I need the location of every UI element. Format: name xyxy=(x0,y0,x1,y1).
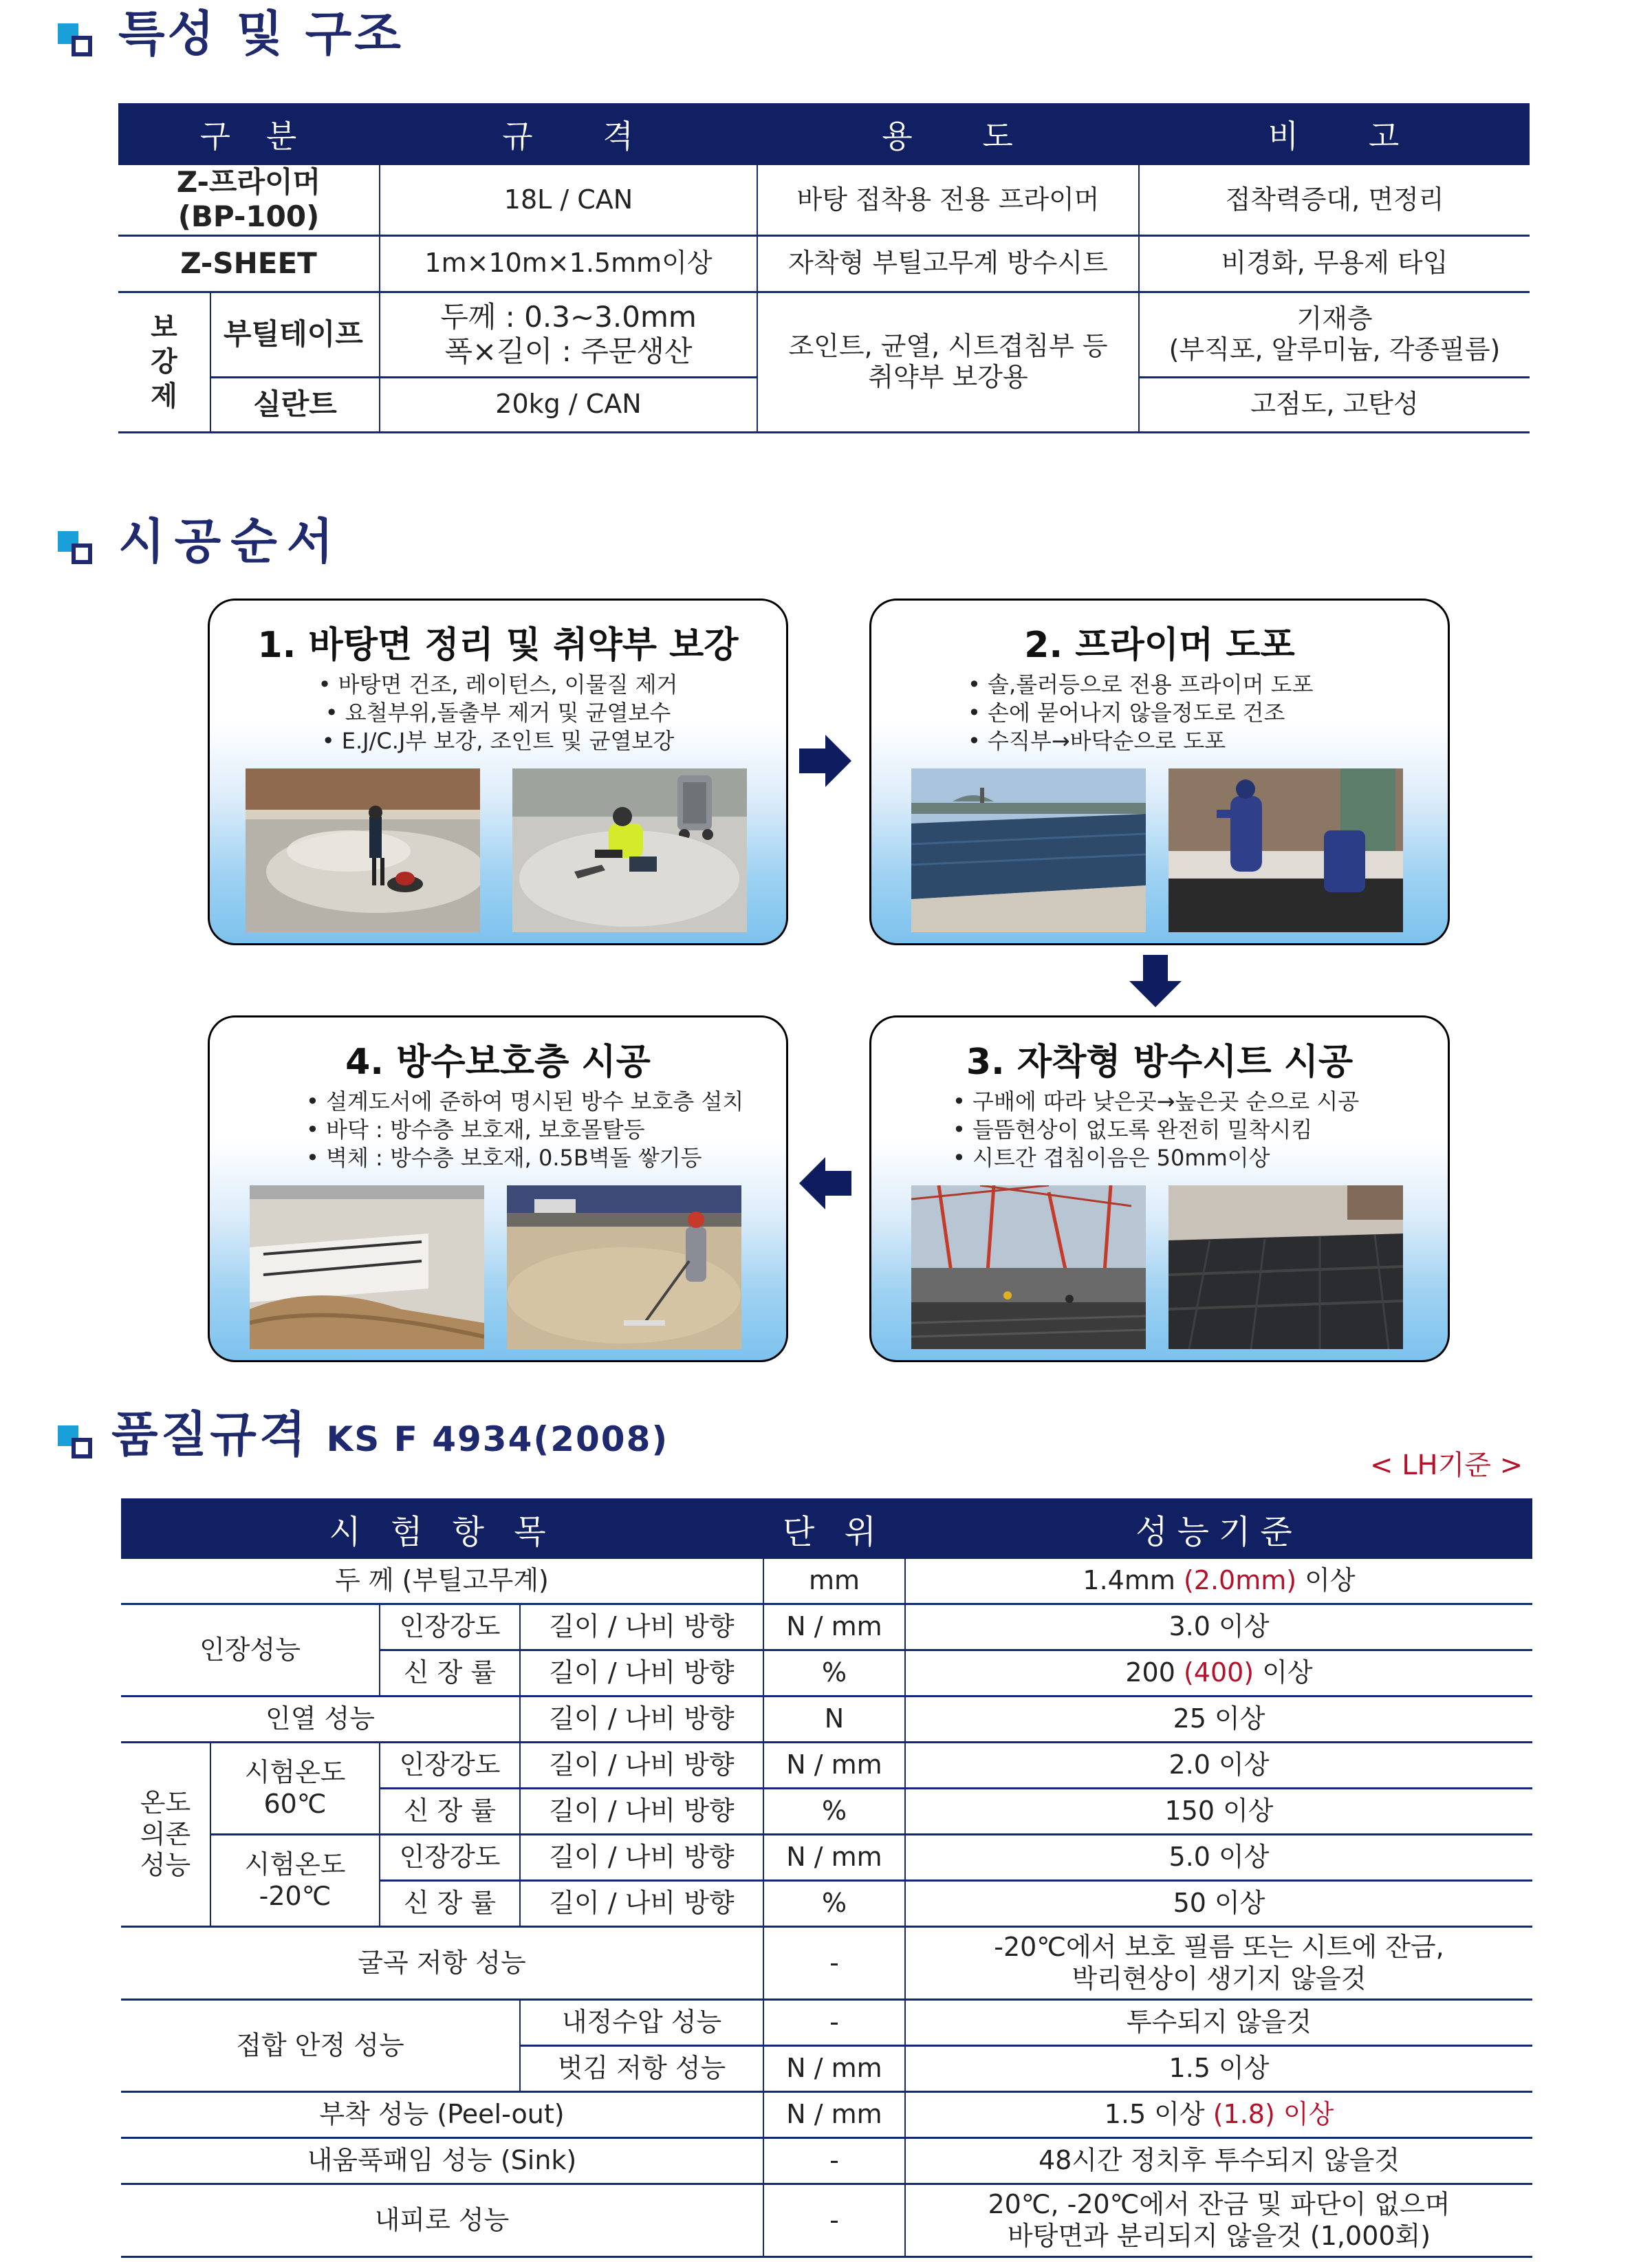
sealant-name: 실란트 xyxy=(210,377,380,432)
sealant-note: 고점도, 고탄성 xyxy=(1139,377,1530,432)
spec-header-use: 용 도 xyxy=(757,103,1139,165)
fatigue-standard: 20℃, -20℃에서 잔금 및 파단이 없으며 바탕면과 분리되지 않을것 (1,000회) xyxy=(905,2184,1532,2257)
unit: - xyxy=(763,2000,905,2046)
tensile-group: 인장성능 xyxy=(121,1604,380,1696)
process-step-2 xyxy=(869,599,1450,945)
thickness-item: 두 께 (부틸고무계) xyxy=(121,1559,763,1604)
joint-peel-label: 벗김 저항 성능 xyxy=(520,2046,763,2092)
thickness-standard: 1.4mm (2.0mm) 이상 xyxy=(905,1559,1532,1604)
unit: N xyxy=(763,1696,905,1743)
photo-protection-floor xyxy=(507,1185,741,1349)
spec-header-category: 구 분 xyxy=(118,103,380,165)
spec-header-spec: 규 격 xyxy=(380,103,757,165)
tear-standard: 25 이상 xyxy=(905,1696,1532,1743)
peel-item: 부착 성능 (Peel-out) xyxy=(121,2092,763,2138)
step-bullet: • 손에 묻어나지 않을정도로 건조 xyxy=(968,699,1448,727)
primer-note: 접착력증대, 면정리 xyxy=(1139,165,1530,235)
tape-spec: 두께 : 0.3~3.0mm 폭×길이 : 주문생산 xyxy=(380,292,757,377)
sheet-spec: 1m×10m×1.5mm이상 xyxy=(380,235,757,292)
photo-sheet-site xyxy=(911,1185,1146,1349)
tensile-strength-standard: 3.0 이상 xyxy=(905,1604,1532,1650)
unit: - xyxy=(763,2138,905,2184)
photo-primer-roof xyxy=(911,768,1146,932)
sink-item: 내움푹패임 성능 (Sink) xyxy=(121,2138,763,2184)
direction: 길이 / 나비 방향 xyxy=(520,1743,763,1789)
temp-minus20-label: 시험온도 -20℃ xyxy=(210,1835,380,1927)
fatigue-item: 내피로 성능 xyxy=(121,2184,763,2257)
arrow-left-icon xyxy=(798,1156,853,1211)
primer-spec: 18L / CAN xyxy=(380,165,757,235)
tensile-strength-label: 인장강도 xyxy=(380,1743,520,1789)
section-title-quality xyxy=(111,1406,669,1463)
step-bullet: • 벽체 : 방수층 보호재, 0.5B벽돌 쌓기등 xyxy=(306,1144,786,1172)
spec-table xyxy=(118,103,1530,433)
step-bullets xyxy=(306,1088,786,1172)
section-bullet-icon xyxy=(58,23,96,56)
step-bullets xyxy=(953,1088,1448,1172)
joint-item: 접합 안정 성능 xyxy=(121,2000,520,2092)
tape-name: 부틸테이프 xyxy=(210,292,380,377)
step-bullet: • 들뜸현상이 없도록 완전히 밀착시킴 xyxy=(953,1116,1448,1144)
step-bullets xyxy=(210,671,786,755)
temp-minus20-elongation-standard: 50 이상 xyxy=(905,1881,1532,1927)
quality-standard: KS F 4934(2008) xyxy=(326,1419,669,1459)
quality-header-standard: 성능기준 xyxy=(905,1498,1532,1559)
bend-standard: -20℃에서 보호 필름 또는 시트에 잔금, 박리현상이 생기지 않을것 xyxy=(905,1927,1532,2000)
tear-item: 인열 성능 xyxy=(121,1696,520,1743)
sink-standard: 48시간 정치후 투수되지 않을것 xyxy=(905,2138,1532,2184)
step-bullet: • 수직부→바닥순으로 도포 xyxy=(968,727,1448,755)
direction: 길이 / 나비 방향 xyxy=(520,1835,763,1881)
sheet-note: 비경화, 무용제 타입 xyxy=(1139,235,1530,292)
thickness-unit: mm xyxy=(763,1559,905,1604)
joint-pressure-standard: 투수되지 않을것 xyxy=(905,2000,1532,2046)
reinforcement-use: 조인트, 균열, 시트겹침부 등 취약부 보강용 xyxy=(757,292,1139,432)
process-step-4 xyxy=(208,1015,788,1362)
step-title: 4. 방수보호층 시공 xyxy=(345,1042,651,1083)
temp-minus20-strength-standard: 5.0 이상 xyxy=(905,1835,1532,1881)
arrow-right-icon xyxy=(798,733,853,788)
direction: 길이 / 나비 방향 xyxy=(520,1604,763,1650)
temp-60-label: 시험온도 60℃ xyxy=(210,1743,380,1835)
direction: 길이 / 나비 방향 xyxy=(520,1696,763,1743)
section-bullet-icon xyxy=(58,1425,96,1458)
spec-header-note: 비 고 xyxy=(1139,103,1530,165)
unit: N / mm xyxy=(763,1835,905,1881)
step-bullet: • 바닥 : 방수층 보호재, 보호몰탈등 xyxy=(306,1116,786,1144)
tensile-strength-label: 인장강도 xyxy=(380,1604,520,1650)
unit: - xyxy=(763,1927,905,2000)
step-bullet: • 바탕면 건조, 레이턴스, 이물질 제거 xyxy=(210,671,786,699)
unit: % xyxy=(763,1650,905,1696)
section-title-spec: 특성 및 구조 xyxy=(118,6,404,62)
section-title-process: 시공순서 xyxy=(118,513,343,570)
photo-crack-repair xyxy=(512,768,747,932)
unit: % xyxy=(763,1789,905,1835)
primer-name: Z-프라이머 (BP-100) xyxy=(118,165,380,235)
reinforcement-label: 보 강 제 xyxy=(118,292,210,432)
step-bullet: • 요철부위,돌출부 제거 및 균열보수 xyxy=(210,699,786,727)
peel-standard: 1.5 이상 (1.8) 이상 xyxy=(905,2092,1532,2138)
sheet-name: Z-SHEET xyxy=(118,235,380,292)
tensile-strength-label: 인장강도 xyxy=(380,1835,520,1881)
tape-note: 기재층 (부직포, 알루미늄, 각종필름) xyxy=(1139,292,1530,377)
step-bullets xyxy=(968,671,1448,755)
photo-surface-grinding xyxy=(246,768,480,932)
elongation-label: 신 장 률 xyxy=(380,1789,520,1835)
primer-use: 바탕 접착용 전용 프라이머 xyxy=(757,165,1139,235)
temp-60-strength-standard: 2.0 이상 xyxy=(905,1743,1532,1789)
unit: N / mm xyxy=(763,2046,905,2092)
unit: N / mm xyxy=(763,2092,905,2138)
quality-header-item: 시 험 항 목 xyxy=(121,1498,763,1559)
lh-standard-label: < LH기준 > xyxy=(1370,1450,1523,1481)
section-bullet-icon xyxy=(58,531,96,564)
sealant-spec: 20kg / CAN xyxy=(380,377,757,432)
bend-item: 굴곡 저항 성능 xyxy=(121,1927,763,2000)
joint-pressure-label: 내정수압 성능 xyxy=(520,2000,763,2046)
process-step-3 xyxy=(869,1015,1450,1362)
temp-dependence-group: 온도 의존 성능 xyxy=(121,1743,210,1927)
quality-title: 품질규격 xyxy=(111,1406,309,1463)
unit: N / mm xyxy=(763,1743,905,1789)
quality-table xyxy=(121,1498,1532,2258)
photo-sheet-applied xyxy=(1169,1185,1403,1349)
step-title: 2. 프라이머 도포 xyxy=(1024,625,1295,666)
unit: % xyxy=(763,1881,905,1927)
step-title: 1. 바탕면 정리 및 취약부 보강 xyxy=(257,625,739,666)
step-title: 3. 자착형 방수시트 시공 xyxy=(966,1042,1354,1083)
direction: 길이 / 나비 방향 xyxy=(520,1881,763,1927)
step-bullet: • 시트간 겹침이음은 50mm이상 xyxy=(953,1144,1448,1172)
photo-protection-wall xyxy=(250,1185,484,1349)
unit: N / mm xyxy=(763,1604,905,1650)
elongation-label: 신 장 률 xyxy=(380,1650,520,1696)
step-bullet: • E.J/C.J부 보강, 조인트 및 균열보강 xyxy=(210,727,786,755)
photo-primer-wall xyxy=(1169,768,1403,932)
arrow-down-icon xyxy=(1128,954,1183,1009)
direction: 길이 / 나비 방향 xyxy=(520,1650,763,1696)
step-bullet: • 설계도서에 준하여 명시된 방수 보호층 설치 xyxy=(306,1088,786,1116)
elongation-standard: 200 (400) 이상 xyxy=(905,1650,1532,1696)
step-bullet: • 솔,롤러등으로 전용 프라이머 도포 xyxy=(968,671,1448,699)
process-step-1 xyxy=(208,599,788,945)
step-bullet: • 구배에 따라 낮은곳→높은곳 순으로 시공 xyxy=(953,1088,1448,1116)
sheet-use: 자착형 부틸고무계 방수시트 xyxy=(757,235,1139,292)
unit: - xyxy=(763,2184,905,2257)
joint-peel-standard: 1.5 이상 xyxy=(905,2046,1532,2092)
temp-60-elongation-standard: 150 이상 xyxy=(905,1789,1532,1835)
elongation-label: 신 장 률 xyxy=(380,1881,520,1927)
direction: 길이 / 나비 방향 xyxy=(520,1789,763,1835)
quality-header-unit: 단 위 xyxy=(763,1498,905,1559)
